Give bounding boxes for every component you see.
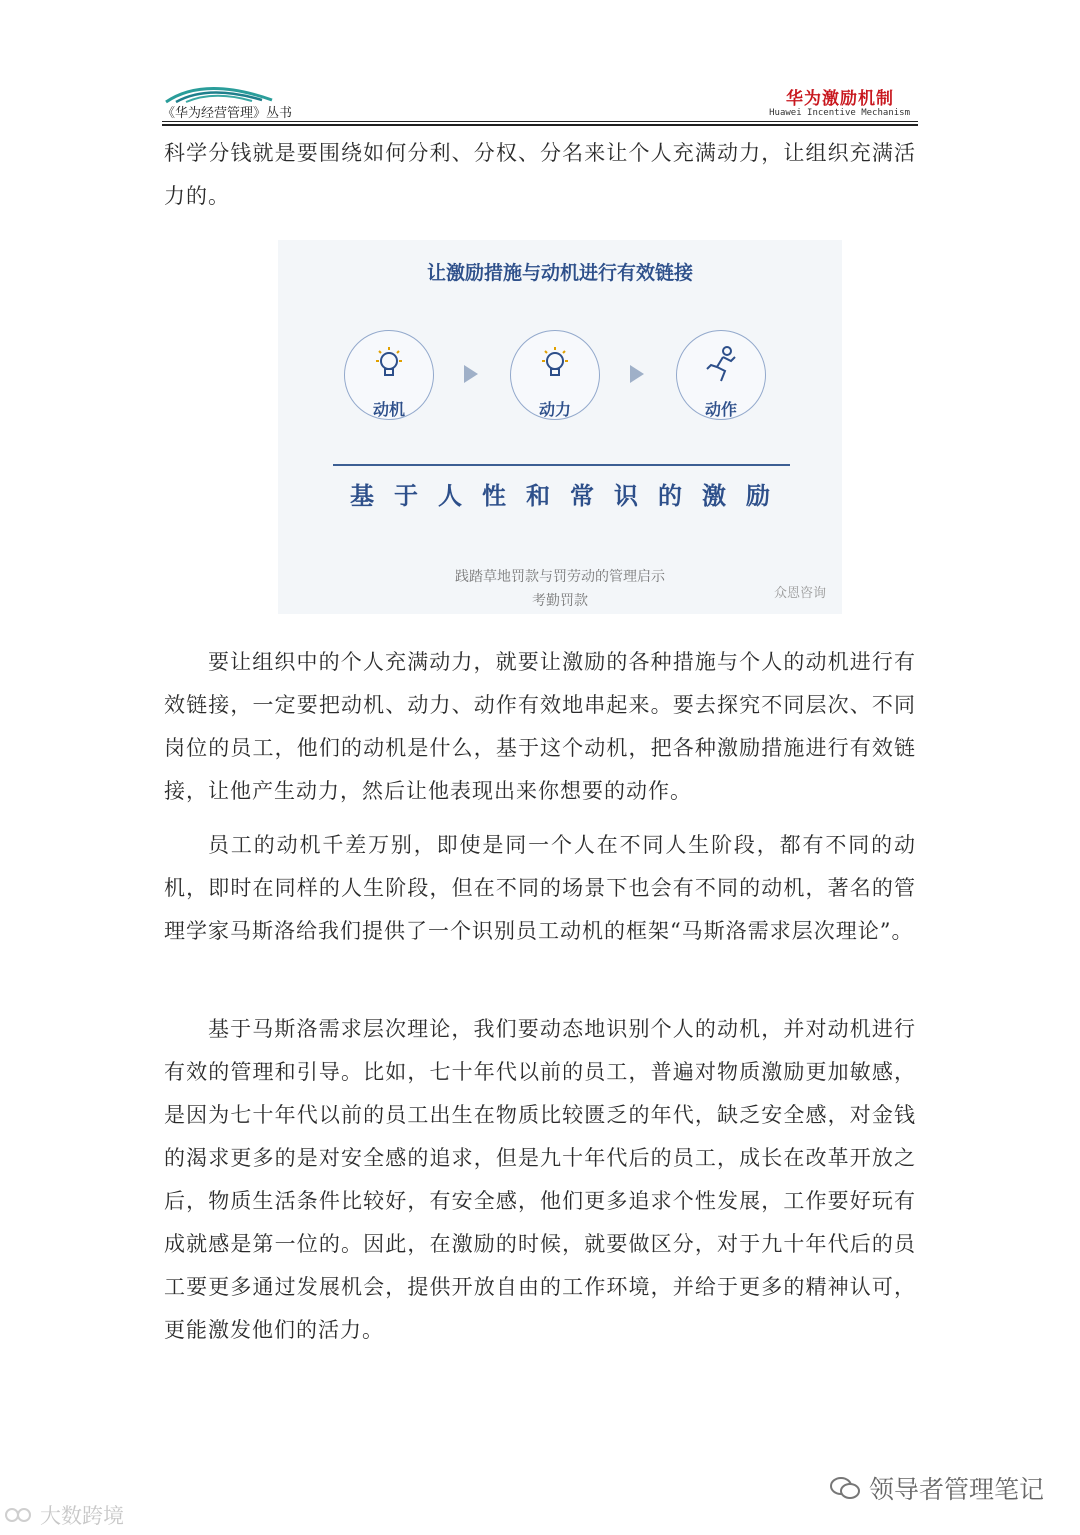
paragraph-2: 要让组织中的个人充满动力，就要让激励的各种措施与个人的动机进行有效链接，一定要把动机、动力、动作有效地串起来。要去探究不同层次、不同岗位的员工，他们的动机是什么，基于这个动机，把各种激励措施进行有效链接，让他产生动力，然后让他表现出来你想要的动作。 [164, 650, 916, 803]
infographic-subtitle: 基于人性和常识的激励 [350, 482, 790, 510]
infographic-title: 让激励措施与动机进行有效链接 [426, 262, 693, 284]
infographic-caption: 践踏草地罚款与罚劳动的管理启示 [455, 569, 665, 585]
site-name: 大数跨境 [40, 1504, 124, 1528]
infographic-divider [333, 464, 790, 466]
chevron-right-icon [462, 364, 480, 384]
lightbulb-icon [371, 345, 407, 385]
account-watermark [829, 1470, 1044, 1506]
wechat-icon [829, 1475, 861, 1501]
paragraph-1: 科学分钱就是要围绕如何分利、分权、分名来让个人充满动力，让组织充满活力的。 [164, 141, 916, 208]
step-label: 动力 [538, 400, 571, 419]
step-circle-motive [344, 330, 434, 420]
header-rule [162, 121, 918, 122]
paragraph-3: 员工的动机千差万别，即使是同一个人在不同人生阶段，都有不同的动机，即时在同样的人生阶段，但在不同的场景下也会有不同的动机，著名的管理学家马斯洛给我们提供了一个识别员工动机的框架“马斯洛需求层次理论”。 [164, 833, 916, 943]
series-logo-icon [164, 78, 274, 104]
chevron-right-icon [628, 364, 646, 384]
step-label: 动机 [372, 400, 405, 419]
infographic-watermark: 众恩咨询 [773, 586, 826, 601]
step-circle-drive [510, 330, 600, 420]
series-title: 《华为经营管理》丛书 [162, 106, 293, 121]
infographic-caption: 考勤罚款 [532, 593, 588, 609]
brand-title: 华为激励机制 [786, 89, 894, 109]
step-label: 动作 [704, 400, 737, 419]
account-name: 领导者管理笔记 [868, 1475, 1044, 1504]
page-header [162, 72, 918, 128]
infographic [278, 240, 842, 614]
paragraph-4: 基于马斯洛需求层次理论，我们要动态地识别个人的动机，并对动机进行有效的管理和引导。比如，七十年代以前的员工，普遍对物质激励更加敏感，是因为七十年代以前的员工出生在物质比较匮乏的年代，缺乏安全感，对金钱的渴求更多的是对安全感的追求，但是九十年代后的员工，成长在改革开放之后，物质生活条件比较好，有安全感，他们更多追求个性发展，工作要好玩有成就感是第一位的。因此，在激励的时候，就要做区分，对于九十年代后的员工要更多通过发展机会，提供开放自由的工作环境，并给于更多的精神认可，更能激发他们的活力。 [164, 1017, 916, 1342]
header-rule-thick [162, 124, 918, 126]
lightbulb-icon [537, 345, 573, 385]
site-logo-icon [4, 1504, 34, 1526]
site-watermark [4, 1500, 124, 1530]
brand-subtitle: Huawei Incentive Mechanism [769, 108, 910, 118]
step-circle-action [676, 330, 766, 420]
running-person-icon [703, 345, 739, 385]
